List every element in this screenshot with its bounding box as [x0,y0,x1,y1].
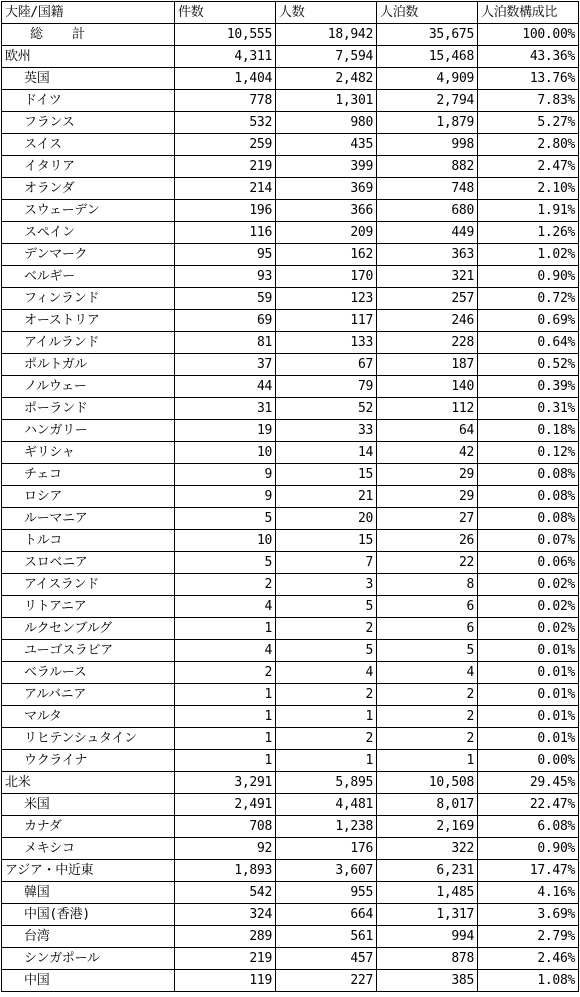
row-label: 米国 [2,794,175,816]
cell-persons: 1,238 [276,816,377,838]
cell-persons: 955 [276,882,377,904]
cell-count: 2,491 [175,794,276,816]
cell-share: 5.27% [478,112,579,134]
cell-persons: 5 [276,640,377,662]
cell-share: 0.01% [478,640,579,662]
row-label: 欧州 [2,46,175,68]
table-row-country [2,112,579,134]
cell-persons: 79 [276,376,377,398]
row-label: マルタ [2,706,175,728]
cell-count: 1 [175,750,276,772]
cell-share: 7.83% [478,90,579,112]
row-label: リヒテンシュタイン [2,728,175,750]
cell-count: 1 [175,706,276,728]
row-label: オーストリア [2,310,175,332]
cell-count: 44 [175,376,276,398]
cell-count: 59 [175,288,276,310]
cell-share: 1.02% [478,244,579,266]
row-label: リトアニア [2,596,175,618]
cell-count: 1 [175,618,276,640]
cell-person-nights: 35,675 [377,24,478,46]
table-row-country [2,134,579,156]
cell-persons: 20 [276,508,377,530]
cell-person-nights: 6 [377,596,478,618]
cell-share: 0.07% [478,530,579,552]
cell-person-nights: 187 [377,354,478,376]
cell-person-nights: 22 [377,552,478,574]
row-label: 韓国 [2,882,175,904]
cell-count: 10 [175,442,276,464]
row-label: ウクライナ [2,750,175,772]
cell-person-nights: 26 [377,530,478,552]
row-label: トルコ [2,530,175,552]
row-label: ハンガリー [2,420,175,442]
cell-share: 0.01% [478,728,579,750]
header-person-nights-share: 人泊数構成比 [478,2,579,24]
table-row-country [2,596,579,618]
cell-share: 3.69% [478,904,579,926]
cell-person-nights: 878 [377,948,478,970]
cell-share: 6.08% [478,816,579,838]
table-row-region [2,860,579,882]
cell-persons: 7 [276,552,377,574]
cell-share: 0.64% [478,332,579,354]
cell-share: 0.02% [478,574,579,596]
cell-person-nights: 246 [377,310,478,332]
cell-person-nights: 4,909 [377,68,478,90]
table-row-country [2,288,579,310]
cell-share: 13.76% [478,68,579,90]
cell-person-nights: 6 [377,618,478,640]
row-label: 総 計 [2,24,175,46]
cell-persons: 133 [276,332,377,354]
row-label: アジア・中近東 [2,860,175,882]
cell-share: 0.01% [478,662,579,684]
cell-share: 0.72% [478,288,579,310]
table-row-country [2,838,579,860]
cell-persons: 227 [276,970,377,992]
cell-count: 1 [175,728,276,750]
cell-count: 5 [175,552,276,574]
table-row-country [2,706,579,728]
table-row-country [2,508,579,530]
table-row-country [2,904,579,926]
cell-share: 1.26% [478,222,579,244]
cell-share: 0.18% [478,420,579,442]
cell-persons: 33 [276,420,377,442]
cell-person-nights: 1,317 [377,904,478,926]
cell-person-nights: 2,169 [377,816,478,838]
cell-person-nights: 5 [377,640,478,662]
row-label: アイスランド [2,574,175,596]
table-row-country [2,662,579,684]
table-row-country [2,156,579,178]
cell-share: 0.90% [478,266,579,288]
cell-persons: 435 [276,134,377,156]
cell-persons: 3 [276,574,377,596]
cell-count: 95 [175,244,276,266]
row-label: ポルトガル [2,354,175,376]
cell-person-nights: 10,508 [377,772,478,794]
row-label: メキシコ [2,838,175,860]
row-label: アルバニア [2,684,175,706]
cell-person-nights: 15,468 [377,46,478,68]
cell-share: 0.02% [478,618,579,640]
cell-person-nights: 4 [377,662,478,684]
cell-person-nights: 8 [377,574,478,596]
row-label: ドイツ [2,90,175,112]
cell-persons: 980 [276,112,377,134]
table-row-country [2,926,579,948]
cell-persons: 117 [276,310,377,332]
table-body [2,24,579,992]
cell-person-nights: 6,231 [377,860,478,882]
cell-persons: 170 [276,266,377,288]
cell-share: 29.45% [478,772,579,794]
row-label: シンガポール [2,948,175,970]
cell-count: 2 [175,574,276,596]
table-row-country [2,970,579,992]
cell-persons: 18,942 [276,24,377,46]
cell-share: 0.08% [478,486,579,508]
table-row-country [2,398,579,420]
header-row [2,2,579,24]
table-row-country [2,244,579,266]
cell-count: 532 [175,112,276,134]
cell-person-nights: 140 [377,376,478,398]
cell-person-nights: 8,017 [377,794,478,816]
cell-person-nights: 1 [377,750,478,772]
cell-count: 2 [175,662,276,684]
cell-persons: 399 [276,156,377,178]
table-row-country [2,816,579,838]
cell-count: 81 [175,332,276,354]
row-label: スロベニア [2,552,175,574]
row-label: 中国(香港) [2,904,175,926]
cell-persons: 366 [276,200,377,222]
table-row-country [2,266,579,288]
table-row-country [2,486,579,508]
cell-person-nights: 363 [377,244,478,266]
cell-person-nights: 2 [377,684,478,706]
row-label: ギリシャ [2,442,175,464]
row-label: ポーランド [2,398,175,420]
table-row-country [2,68,579,90]
table-row-country [2,530,579,552]
table-row-country [2,442,579,464]
cell-share: 4.16% [478,882,579,904]
cell-person-nights: 257 [377,288,478,310]
row-label: チェコ [2,464,175,486]
table-row-country [2,332,579,354]
cell-count: 778 [175,90,276,112]
cell-share: 2.10% [478,178,579,200]
cell-count: 3,291 [175,772,276,794]
cell-persons: 1 [276,750,377,772]
cell-count: 542 [175,882,276,904]
row-label: スイス [2,134,175,156]
cell-persons: 457 [276,948,377,970]
cell-person-nights: 42 [377,442,478,464]
cell-person-nights: 882 [377,156,478,178]
table-row-country [2,178,579,200]
row-label: ベラルース [2,662,175,684]
table-row-country [2,464,579,486]
cell-count: 4 [175,640,276,662]
guest-statistics-table [1,1,579,992]
cell-persons: 5 [276,596,377,618]
table-row-country [2,684,579,706]
cell-count: 196 [175,200,276,222]
cell-share: 0.08% [478,508,579,530]
cell-count: 214 [175,178,276,200]
cell-persons: 52 [276,398,377,420]
cell-share: 0.39% [478,376,579,398]
table-row-country [2,750,579,772]
cell-persons: 561 [276,926,377,948]
cell-person-nights: 385 [377,970,478,992]
cell-count: 5 [175,508,276,530]
cell-persons: 123 [276,288,377,310]
table-row-country [2,882,579,904]
cell-persons: 14 [276,442,377,464]
table-row-country [2,728,579,750]
cell-count: 219 [175,156,276,178]
table-row-total [2,24,579,46]
cell-persons: 4 [276,662,377,684]
header-person-nights: 人泊数 [377,2,478,24]
cell-persons: 162 [276,244,377,266]
cell-share: 0.31% [478,398,579,420]
cell-person-nights: 1,879 [377,112,478,134]
cell-person-nights: 27 [377,508,478,530]
cell-persons: 2,482 [276,68,377,90]
row-label: ルクセンブルグ [2,618,175,640]
row-label: フランス [2,112,175,134]
cell-share: 0.01% [478,706,579,728]
cell-persons: 2 [276,728,377,750]
cell-persons: 67 [276,354,377,376]
cell-person-nights: 449 [377,222,478,244]
cell-person-nights: 29 [377,486,478,508]
row-label: オランダ [2,178,175,200]
cell-person-nights: 29 [377,464,478,486]
cell-person-nights: 994 [377,926,478,948]
row-label: カナダ [2,816,175,838]
row-label: 英国 [2,68,175,90]
row-label: スペイン [2,222,175,244]
cell-share: 0.06% [478,552,579,574]
cell-persons: 5,895 [276,772,377,794]
cell-count: 93 [175,266,276,288]
cell-share: 17.47% [478,860,579,882]
cell-count: 1,893 [175,860,276,882]
cell-share: 2.46% [478,948,579,970]
cell-person-nights: 748 [377,178,478,200]
cell-count: 9 [175,486,276,508]
cell-share: 0.52% [478,354,579,376]
table-row-country [2,310,579,332]
cell-person-nights: 2,794 [377,90,478,112]
cell-count: 1 [175,684,276,706]
header-region-nationality: 大陸/国籍 [2,2,175,24]
cell-count: 37 [175,354,276,376]
cell-persons: 15 [276,530,377,552]
table-row-country [2,420,579,442]
cell-persons: 2 [276,684,377,706]
cell-count: 10 [175,530,276,552]
cell-persons: 1,301 [276,90,377,112]
cell-share: 1.91% [478,200,579,222]
table-row-country [2,90,579,112]
table-row-country [2,574,579,596]
cell-person-nights: 112 [377,398,478,420]
cell-persons: 369 [276,178,377,200]
cell-share: 2.79% [478,926,579,948]
cell-share: 100.00% [478,24,579,46]
cell-count: 219 [175,948,276,970]
cell-share: 0.01% [478,684,579,706]
cell-persons: 4,481 [276,794,377,816]
cell-person-nights: 680 [377,200,478,222]
cell-count: 289 [175,926,276,948]
table-row-region [2,772,579,794]
cell-share: 1.08% [478,970,579,992]
table-row-region [2,46,579,68]
header-count: 件数 [175,2,276,24]
cell-share: 0.02% [478,596,579,618]
cell-count: 92 [175,838,276,860]
row-label: ユーゴスラビア [2,640,175,662]
cell-count: 4,311 [175,46,276,68]
cell-persons: 15 [276,464,377,486]
cell-person-nights: 998 [377,134,478,156]
row-label: ルーマニア [2,508,175,530]
cell-count: 4 [175,596,276,618]
table-row-country [2,200,579,222]
cell-person-nights: 2 [377,728,478,750]
cell-count: 324 [175,904,276,926]
cell-person-nights: 1,485 [377,882,478,904]
cell-count: 19 [175,420,276,442]
cell-share: 0.00% [478,750,579,772]
cell-person-nights: 321 [377,266,478,288]
cell-person-nights: 2 [377,706,478,728]
cell-share: 0.69% [478,310,579,332]
cell-count: 708 [175,816,276,838]
cell-share: 0.08% [478,464,579,486]
cell-count: 31 [175,398,276,420]
cell-share: 0.12% [478,442,579,464]
cell-persons: 176 [276,838,377,860]
cell-persons: 3,607 [276,860,377,882]
table-row-country [2,222,579,244]
row-label: 台湾 [2,926,175,948]
cell-share: 2.47% [478,156,579,178]
table-row-country [2,376,579,398]
cell-share: 2.80% [478,134,579,156]
table-row-country [2,948,579,970]
table-row-country [2,354,579,376]
cell-person-nights: 64 [377,420,478,442]
row-label: ノルウェー [2,376,175,398]
table-row-country [2,552,579,574]
cell-count: 259 [175,134,276,156]
cell-persons: 1 [276,706,377,728]
row-label: ロシア [2,486,175,508]
cell-share: 43.36% [478,46,579,68]
row-label: ベルギー [2,266,175,288]
table-row-country [2,794,579,816]
row-label: 中国 [2,970,175,992]
table-row-country [2,618,579,640]
table-row-country [2,640,579,662]
row-label: デンマーク [2,244,175,266]
cell-count: 119 [175,970,276,992]
cell-persons: 21 [276,486,377,508]
cell-count: 1,404 [175,68,276,90]
header-persons: 人数 [276,2,377,24]
row-label: アイルランド [2,332,175,354]
cell-persons: 664 [276,904,377,926]
cell-share: 0.90% [478,838,579,860]
row-label: イタリア [2,156,175,178]
row-label: 北米 [2,772,175,794]
cell-persons: 2 [276,618,377,640]
cell-share: 22.47% [478,794,579,816]
cell-count: 69 [175,310,276,332]
cell-persons: 209 [276,222,377,244]
cell-person-nights: 322 [377,838,478,860]
cell-count: 9 [175,464,276,486]
row-label: スウェーデン [2,200,175,222]
cell-person-nights: 228 [377,332,478,354]
row-label: フィンランド [2,288,175,310]
cell-count: 10,555 [175,24,276,46]
cell-count: 116 [175,222,276,244]
cell-persons: 7,594 [276,46,377,68]
